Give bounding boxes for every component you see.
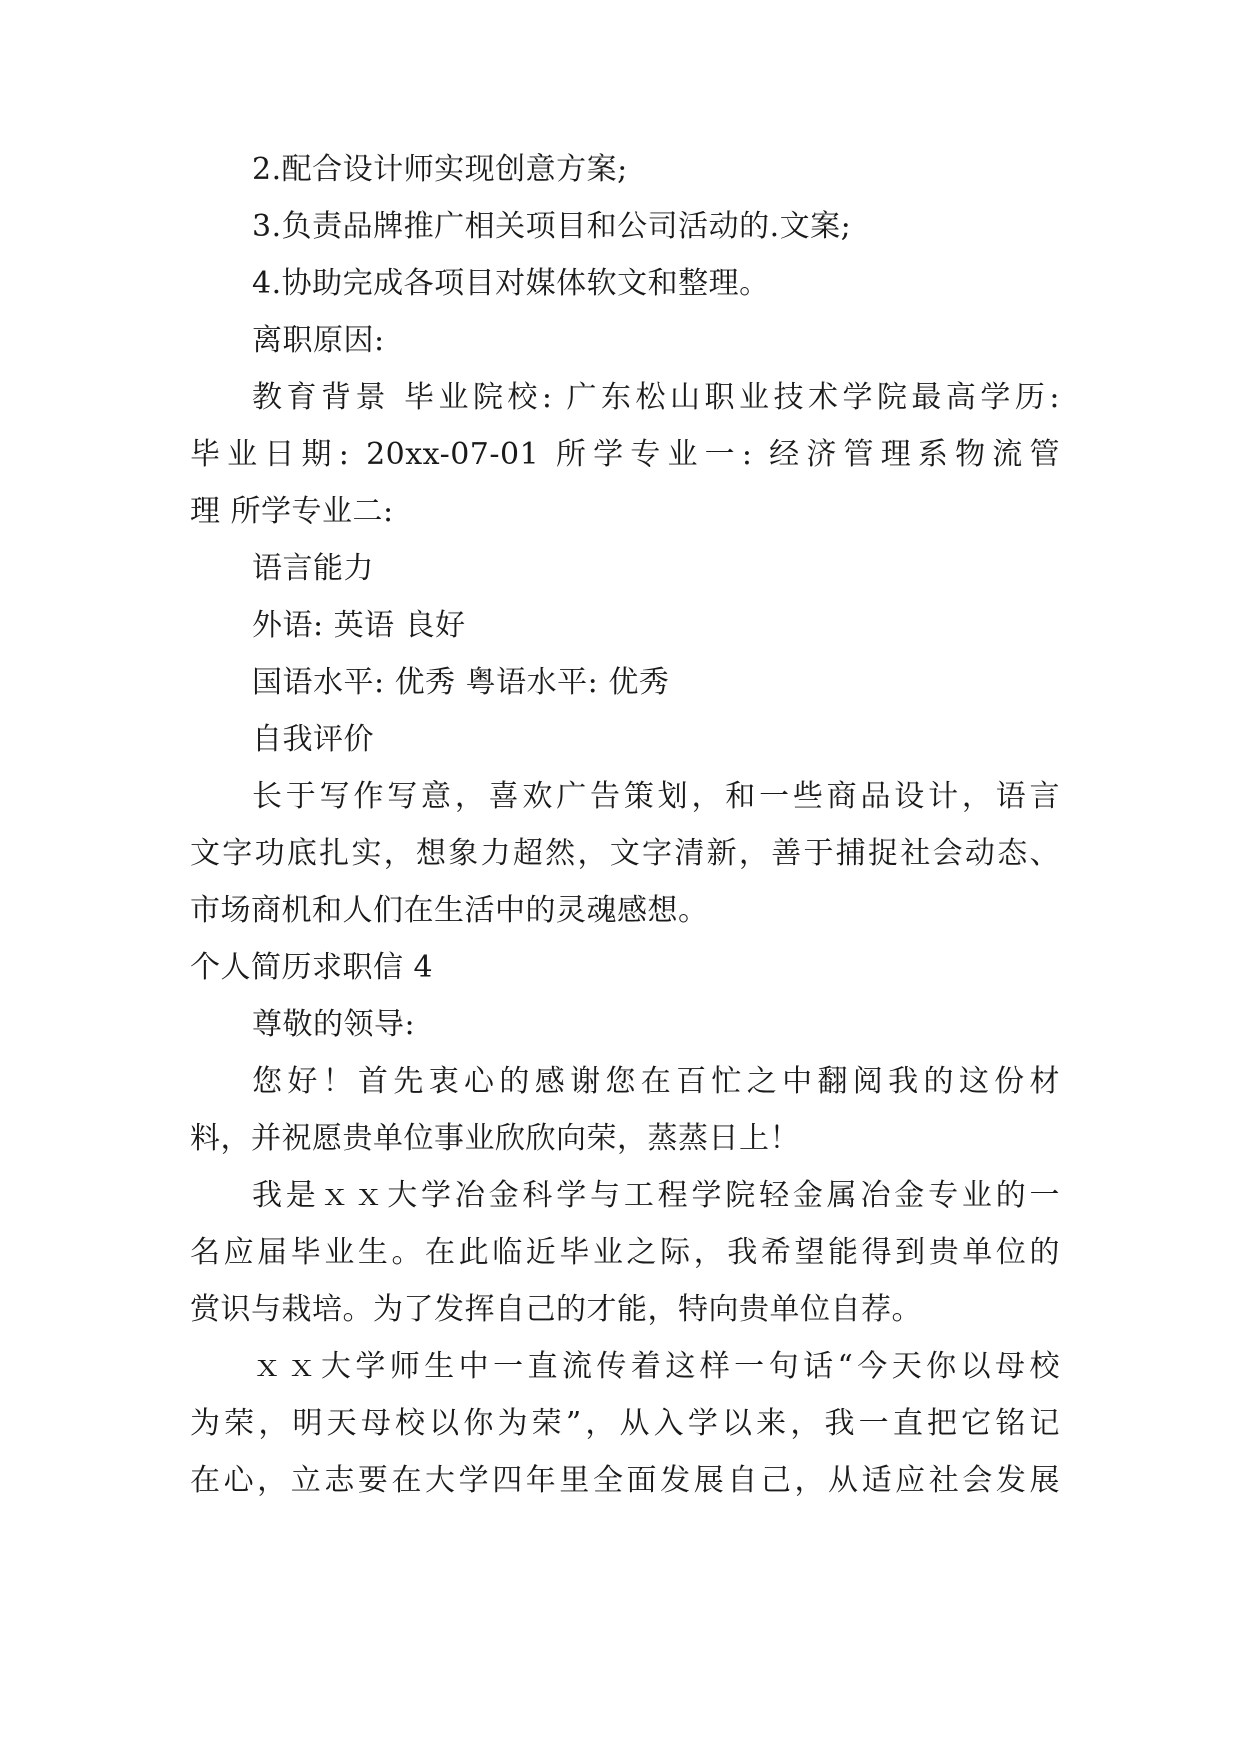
text-line: 在心，立志要在大学四年里全面发展自己，从适应社会发展 — [190, 1463, 1060, 1498]
text-line: 3.负责品牌推广相关项目和公司活动的.文案; — [252, 209, 852, 244]
text-line: 您好！首先衷心的感谢您在百忙之中翻阅我的这份材 — [252, 1064, 1060, 1099]
text-line: 国语水平: 优秀 粤语水平: 优秀 — [252, 665, 670, 700]
text-line: 市场商机和人们在生活中的灵魂感想。 — [190, 893, 709, 928]
text-line: 毕业日期: 20xx-07-01 所学专业一: 经济管理系物流管 — [190, 437, 1060, 472]
text-line: 为荣，明天母校以你为荣”，从入学以来，我一直把它铭记 — [190, 1406, 1060, 1441]
text-line: 离职原因: — [252, 323, 385, 358]
text-line: 4.协助完成各项目对媒体软文和整理。 — [252, 266, 770, 301]
text-line: 理 所学专业二: — [190, 494, 394, 529]
text-line: 文字功底扎实，想象力超然，文字清新，善于捕捉社会动态、 — [190, 836, 1060, 871]
text-line: 教育背景 毕业院校: 广东松山职业技术学院最高学历: — [252, 380, 1060, 415]
text-line: 料，并祝愿贵单位事业欣欣向荣，蒸蒸日上！ — [190, 1121, 800, 1156]
text-line: 名应届毕业生。在此临近毕业之际，我希望能得到贵单位的 — [190, 1235, 1060, 1270]
text-line: 我是ｘｘ大学冶金科学与工程学院轻金属冶金专业的一 — [252, 1178, 1060, 1213]
text-line: 外语: 英语 良好 — [252, 608, 466, 643]
text-line: 自我评价 — [252, 722, 374, 757]
section-heading: 个人简历求职信 4 — [190, 950, 434, 985]
text-line: 2.配合设计师实现创意方案; — [252, 152, 628, 187]
text-line: 尊敬的领导: — [252, 1007, 416, 1042]
text-line: ｘｘ大学师生中一直流传着这样一句话“今天你以母校 — [252, 1349, 1060, 1384]
text-line: 语言能力 — [252, 551, 374, 586]
text-line: 赏识与栽培。为了发挥自己的才能，特向贵单位自荐。 — [190, 1292, 922, 1327]
text-line: 长于写作写意，喜欢广告策划，和一些商品设计，语言 — [252, 779, 1060, 814]
